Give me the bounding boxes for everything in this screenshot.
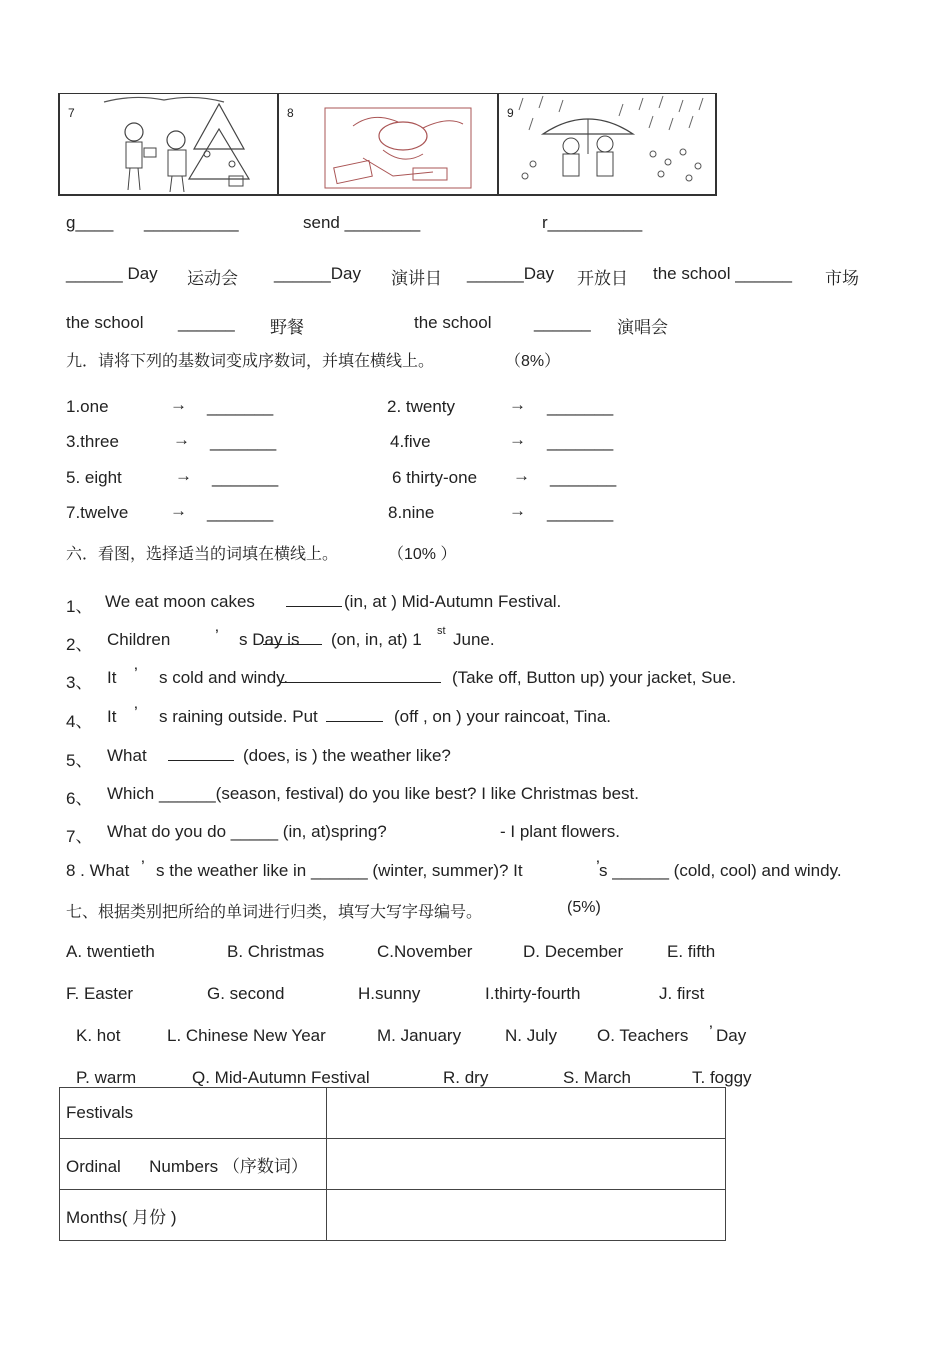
- day-meaning: 运动会: [187, 269, 238, 288]
- question-text: (on, in, at) 1: [331, 630, 422, 649]
- day-blank: ______Day: [467, 264, 554, 283]
- word-option: K. hot: [76, 1026, 121, 1045]
- ordinal-blank: _______: [207, 503, 274, 522]
- word-option: L. Chinese New Year: [167, 1026, 326, 1045]
- word-option: B. Christmas: [227, 942, 325, 961]
- word-option: S. March: [563, 1068, 632, 1087]
- apostrophe: ’: [134, 703, 138, 722]
- day-meaning: 市场: [825, 269, 859, 288]
- picture-cell-8: [279, 94, 499, 194]
- word-option: H.sunny: [358, 984, 421, 1003]
- question-text: s ______ (cold, cool) and windy.: [599, 861, 842, 880]
- section-7-points: (5%): [567, 899, 601, 916]
- apostrophe: ’: [134, 664, 138, 683]
- cardinal-item: 2. twenty: [387, 397, 456, 416]
- question-text: (does, is ) the weather like?: [243, 746, 451, 765]
- question-text: Which ______(season, festival) do you like best? I like Christmas best.: [107, 784, 639, 803]
- question-number: 6、: [66, 789, 93, 808]
- question-text: (off , on ) your raincoat, Tina.: [394, 707, 612, 726]
- school-label: the school: [66, 313, 144, 332]
- ordinal-blank: _______: [210, 432, 277, 451]
- section-9-points: （8%）: [505, 353, 561, 370]
- christmas-scene-image: [94, 94, 274, 194]
- question-text: s the weather like in ______ (winter, summer)? It: [156, 861, 523, 880]
- section-9-title: 九．请将下列的基数词变成序数词，并填在横线上。: [66, 353, 435, 370]
- word-option: A. twentieth: [66, 942, 155, 961]
- day-meaning: 演讲日: [391, 269, 442, 288]
- answer-blank-send: send ________: [303, 213, 421, 232]
- ordinal-blank: _______: [547, 397, 614, 416]
- word-option: T. foggy: [692, 1068, 752, 1087]
- picture-cell-9: [499, 94, 715, 194]
- row-label-ordinal-numbers: Ordinal Numbers （序数词）: [60, 1139, 327, 1190]
- answer-blank-r: r__________: [542, 213, 643, 232]
- writing-card-image: [323, 106, 473, 191]
- arrow-icon: →: [175, 466, 192, 485]
- table-row: [60, 1190, 726, 1241]
- answer-cell[interactable]: [327, 1088, 726, 1139]
- day-blank: ______Day: [274, 264, 361, 283]
- table-row: [60, 1139, 726, 1190]
- cardinal-item: 8.nine: [388, 503, 435, 522]
- cardinal-item: 1.one: [66, 397, 109, 416]
- cardinal-item: 3.three: [66, 432, 119, 451]
- ordinal-blank: _______: [212, 468, 279, 487]
- question-number: 3、: [66, 673, 93, 692]
- word-option: E. fifth: [667, 942, 716, 961]
- day-blank: the school ______: [653, 264, 792, 283]
- word-option: P. warm: [76, 1068, 137, 1087]
- arrow-icon: →: [170, 501, 187, 520]
- fill-blank: [326, 707, 383, 722]
- day-meaning: 开放日: [577, 269, 628, 288]
- ordinal-blank: _______: [547, 503, 614, 522]
- question-text: (Take off, Button up) your jacket, Sue.: [452, 668, 737, 687]
- school-label: the school: [414, 313, 492, 332]
- picture-number: 9: [507, 106, 514, 120]
- word-option: C.November: [377, 942, 473, 961]
- arrow-icon: →: [173, 430, 190, 449]
- apostrophe: ’: [596, 857, 600, 876]
- ordinal-suffix: st: [437, 625, 446, 637]
- table-row: [60, 1088, 726, 1139]
- row-label-months: Months( 月份 ): [60, 1190, 327, 1241]
- cardinal-item: 5. eight: [66, 468, 122, 487]
- question-number: 4、: [66, 712, 93, 731]
- question-text: Children: [107, 630, 171, 649]
- arrow-icon: →: [513, 466, 530, 485]
- rain-umbrella-image: [513, 94, 713, 194]
- picture-number: 8: [287, 106, 294, 120]
- arrow-icon: →: [509, 430, 526, 449]
- arrow-icon: →: [170, 395, 187, 414]
- word-option: R. dry: [443, 1068, 489, 1087]
- fill-blank: [168, 746, 234, 761]
- ordinal-blank: _______: [207, 397, 274, 416]
- question-text: 8 . What: [66, 861, 130, 880]
- classification-table: [59, 1087, 726, 1241]
- question-answer: - I plant flowers.: [500, 822, 620, 841]
- section-6-title: 六．看图，选择适当的词填在横线上。: [66, 546, 339, 563]
- arrow-icon: →: [509, 395, 526, 414]
- word-option: M. January: [377, 1026, 462, 1045]
- answer-blank-g: g____: [66, 213, 114, 232]
- picture-row: [58, 93, 717, 196]
- fill-blank: [281, 668, 441, 683]
- word-option: Day: [716, 1026, 747, 1045]
- question-number: 2、: [66, 635, 93, 654]
- apostrophe: ’: [709, 1022, 713, 1041]
- word-option: N. July: [505, 1026, 557, 1045]
- ordinal-blank: _______: [550, 468, 617, 487]
- word-option: G. second: [207, 984, 285, 1003]
- fill-blank: [286, 592, 342, 607]
- ordinal-blank: _______: [547, 432, 614, 451]
- day-blank: ______ Day: [66, 264, 158, 283]
- cardinal-item: 4.five: [390, 432, 431, 451]
- word-option: Q. Mid-Autumn Festival: [192, 1068, 370, 1087]
- question-number: 1、: [66, 597, 93, 616]
- word-option: F. Easter: [66, 984, 134, 1003]
- word-option: I.thirty-fourth: [485, 984, 581, 1003]
- question-number: 5、: [66, 751, 93, 770]
- question-text: s Day is: [239, 630, 300, 649]
- school-meaning: 野餐: [270, 318, 304, 337]
- answer-cell[interactable]: [327, 1139, 726, 1190]
- school-blank: ______: [178, 313, 235, 332]
- cardinal-item: 7.twelve: [66, 503, 129, 522]
- question-text: June.: [453, 630, 495, 649]
- picture-number: 7: [68, 106, 75, 120]
- answer-blank: __________: [144, 213, 239, 232]
- section-7-title: 七、根据类别把所给的单词进行归类，填写大写字母编号。: [66, 904, 483, 921]
- apostrophe: ’: [215, 626, 219, 645]
- word-option: O. Teachers: [597, 1026, 689, 1045]
- question-text: What do you do _____ (in, at)spring?: [107, 822, 387, 841]
- school-blank: ______: [534, 313, 591, 332]
- question-text: It: [107, 668, 117, 687]
- picture-cell-7: [60, 94, 279, 194]
- section-6-points: （10% ）: [388, 546, 457, 563]
- school-meaning: 演唱会: [617, 318, 668, 337]
- arrow-icon: →: [509, 501, 526, 520]
- question-text: s raining outside. Put: [159, 707, 318, 726]
- apostrophe: ’: [141, 857, 145, 876]
- question-text: s cold and windy.: [159, 668, 289, 687]
- question-text: (in, at ) Mid-Autumn Festival.: [344, 592, 562, 611]
- question-text: It: [107, 707, 117, 726]
- cardinal-item: 6 thirty-one: [392, 468, 478, 487]
- question-text: What: [107, 746, 147, 765]
- answer-cell[interactable]: [327, 1190, 726, 1241]
- fill-blank: [263, 630, 322, 645]
- question-text: We eat moon cakes: [105, 592, 255, 611]
- word-option: J. first: [659, 984, 705, 1003]
- word-option: D. December: [523, 942, 624, 961]
- row-label-festivals: Festivals: [60, 1088, 327, 1139]
- question-number: 7、: [66, 827, 93, 846]
